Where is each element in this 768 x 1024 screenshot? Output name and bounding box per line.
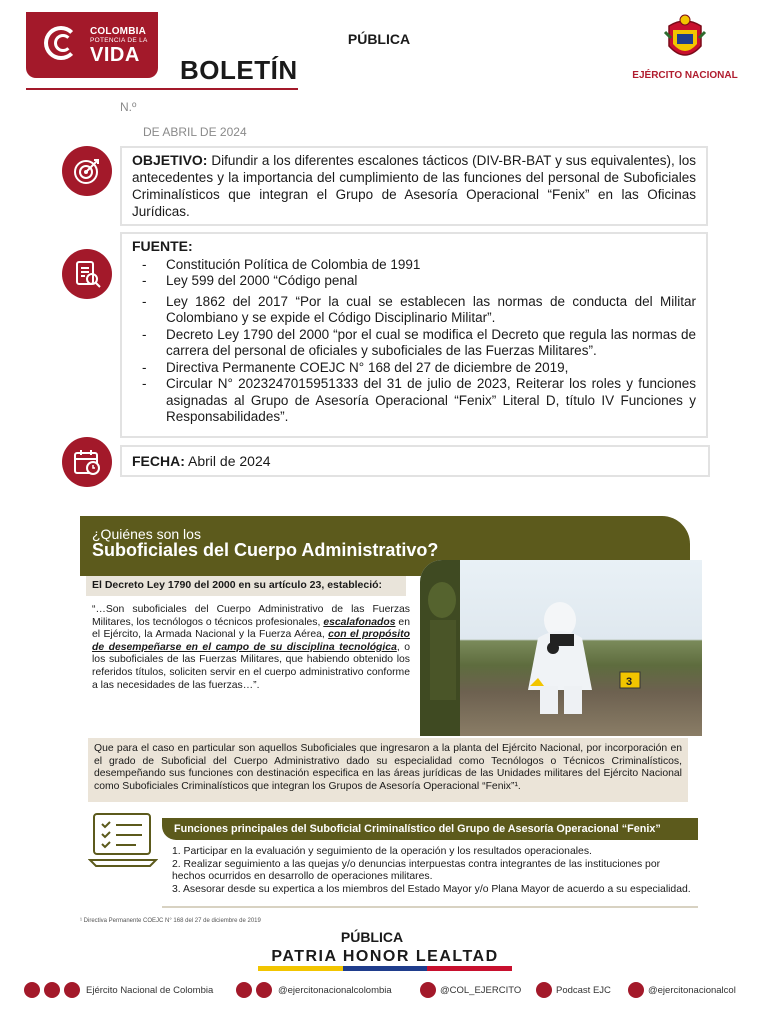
source-item: - Decreto Ley 1790 del 2000 “por el cual se modifica el Decreto que regula las normas de carrera del personal de oficiales y suboficiales de las Fuerzas Militares”. bbox=[132, 327, 696, 360]
source-item: - Ley 599 del 2000 “Código penal bbox=[132, 273, 696, 290]
report-icon bbox=[62, 249, 112, 299]
source-label: FUENTE: bbox=[132, 238, 193, 254]
objective-box bbox=[120, 146, 708, 226]
flag-stripe bbox=[258, 966, 512, 971]
objective-text: Difundir a los diferentes escalones tácticos (DIV-BR-BAT y sus equivalentes), los antecedentes y la importancia del cumplimiento de las funciones del personal de Suboficiales Criminalísticos que integran el Grupo de Asesoría Operacional “Fenix” en las Oficinas Jurídicas. bbox=[132, 153, 696, 219]
org-name: EJÉRCITO NACIONAL bbox=[632, 70, 738, 81]
social-x-text[interactable]: @COL_EJERCITO bbox=[440, 985, 522, 996]
army-crest-icon bbox=[663, 12, 707, 66]
social-tiktok-text[interactable]: @ejercitonacionalcol bbox=[648, 985, 736, 996]
quote-text: , o los suboficiales de las Fuerzas Militares, que habiendo obtenido los referidos títulos, soliciten servir en el cuerpo administrativo conforme a las necesidades de las fuerzas…”. bbox=[92, 641, 410, 691]
source-item: - Constitución Política de Colombia de 1991 bbox=[132, 257, 696, 274]
flag-red bbox=[427, 966, 512, 971]
tiktok-icon[interactable] bbox=[628, 982, 644, 998]
functions-title: Funciones principales del Suboficial Criminalístico del Grupo de Asesoría Operacional “Fenix” bbox=[162, 818, 698, 840]
logo-text-2: POTENCIA DE LA bbox=[90, 37, 148, 44]
date-label: FECHA: bbox=[132, 453, 185, 469]
functions-divider bbox=[162, 906, 698, 908]
source-box bbox=[120, 232, 708, 438]
forensic-photo bbox=[420, 560, 702, 736]
date-value: Abril de 2024 bbox=[188, 453, 271, 469]
logo-text-1: COLOMBIA bbox=[90, 26, 147, 37]
function-item: 2. Realizar seguimiento a las quejas y/o denuncias interpuestas contra integrantes de las instituciones por hechos ocurridos en desarrollo de operaciones militares. bbox=[172, 858, 661, 883]
source-item: - Ley 1862 del 2017 “Por la cual se establecen las normas de conducta del Militar Colombiano y se expide el Código Disciplinario Militar”. bbox=[132, 294, 696, 327]
classification-bottom: PÚBLICA bbox=[340, 929, 404, 945]
source-item: - Circular N° 2023247015951333 del 31 de julio de 2023, Reiterar los roles y funciones asignadas al Grupo de Asesoría Operacional “Fenix” Literal D, título IV Funciones y Responsabilidades”. bbox=[132, 376, 696, 426]
page-title: BOLETÍN bbox=[180, 55, 298, 85]
facebook-icon[interactable] bbox=[24, 982, 40, 998]
spotify-icon[interactable] bbox=[536, 982, 552, 998]
decree-quote bbox=[92, 604, 410, 692]
instagram-icon[interactable] bbox=[256, 982, 272, 998]
infographic-title-2: Suboficiales del Cuerpo Administrativo? bbox=[92, 540, 439, 560]
social-facebook-text[interactable]: Ejército Nacional de Colombia bbox=[86, 985, 214, 996]
motto: PATRIA HONOR LEALTAD bbox=[271, 948, 499, 965]
quote-emphasis: escalafonados bbox=[323, 616, 396, 628]
date-box bbox=[120, 445, 710, 477]
source-list bbox=[132, 257, 696, 426]
footnote: ¹ Directiva Permanente COEJC N° 168 del 27 de diciembre de 2019 bbox=[80, 918, 261, 924]
quote-text: en el Ejército, la Armada Nacional y la Fuerza Aérea, bbox=[92, 616, 410, 641]
objective-label: OBJETIVO: bbox=[132, 152, 208, 168]
evidence-marker: 3 bbox=[626, 676, 633, 688]
logo-text-3: VIDA bbox=[90, 44, 140, 66]
threads-icon[interactable] bbox=[236, 982, 252, 998]
calendar-icon bbox=[62, 437, 112, 487]
bulletin-number: N.º bbox=[120, 100, 137, 114]
bulletin-date: DE ABRIL DE 2024 bbox=[143, 125, 247, 139]
target-icon bbox=[62, 146, 112, 196]
functions-list bbox=[172, 846, 692, 896]
function-item: 1. Participar en la evaluación y seguimiento de la operación y los resultados operacionales. bbox=[172, 846, 592, 857]
quote-text: “…Son suboficiales del Cuerpo Administrativo de las Fuerzas Militares, los tecnólogos o técnicos profesionales, bbox=[92, 604, 410, 628]
function-item: 3. Asesorar desde su expertica a los miembros del Estado Mayor y/o Plana Mayor de acuerdo a su especialidad. bbox=[172, 883, 691, 895]
cuerpo-administrativo-note: Que para el caso en particular son aquellos Suboficiales que ingresaron a la planta del Ejército Nacional, por incorporación en el grado de Suboficial del Cuerpo Administrativo dado su especialidad como Tecnólogos o Técnicos Criminalísticos, desempeñando sus funciones con destinación especifica en las áreas jurídicas de las Unidades militares del Ejército Nacional como Suboficiales Criminalísticos que integran los Grupos de Asesoría Operacional “Fenix”¹. bbox=[88, 738, 688, 802]
decree-header: El Decreto Ley 1790 del 2000 en su artículo 23, estableció: bbox=[86, 576, 406, 596]
header-divider bbox=[26, 88, 298, 90]
quote-emphasis: con el propósito de desempeñarse en el campo de su disciplina tecnológica bbox=[92, 629, 410, 653]
source-item: - Directiva Permanente COEJC N° 168 del 27 de diciembre de 2019, bbox=[132, 360, 696, 377]
youtube-icon[interactable] bbox=[44, 982, 60, 998]
checklist-icon bbox=[88, 810, 158, 870]
flag-blue bbox=[343, 966, 428, 971]
classification-top: PÚBLICA bbox=[347, 31, 411, 47]
infographic-title-1: ¿Quiénes son los bbox=[92, 526, 201, 542]
social-bar bbox=[24, 982, 754, 1000]
social-podcast-text[interactable]: Podcast EJC bbox=[556, 985, 611, 996]
telegram-icon[interactable] bbox=[64, 982, 80, 998]
x-icon[interactable] bbox=[420, 982, 436, 998]
social-threads-text[interactable]: @ejercitonacionalcolombia bbox=[278, 985, 392, 996]
flag-yellow bbox=[258, 966, 343, 971]
